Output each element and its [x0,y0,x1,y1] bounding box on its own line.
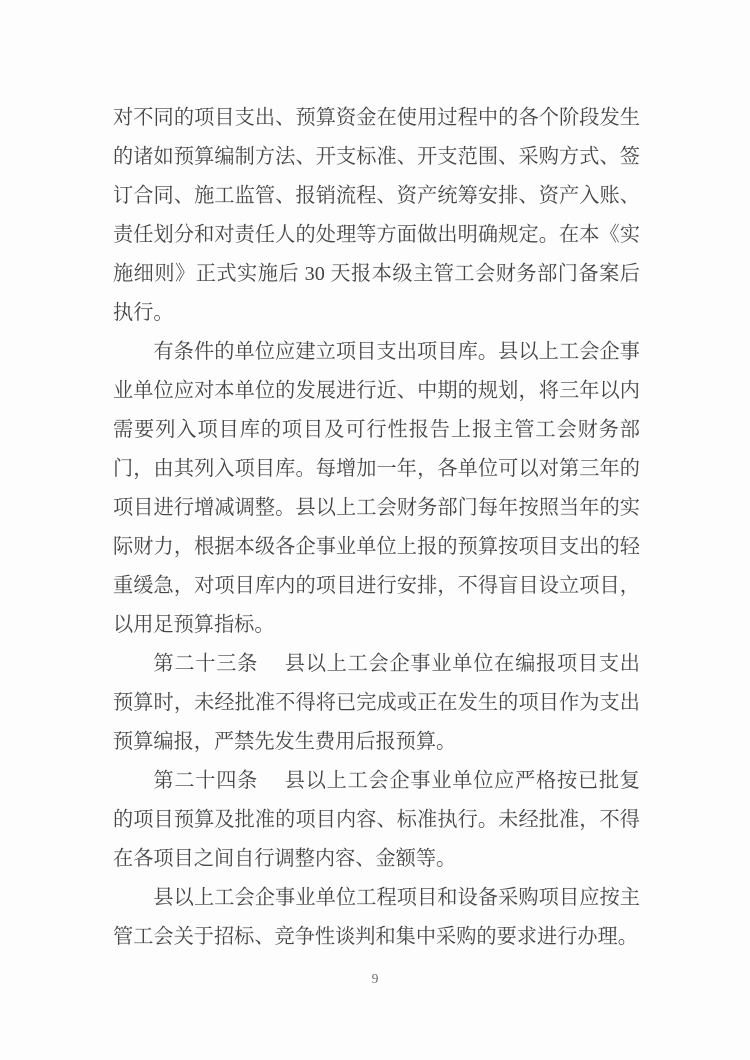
paragraph-article-23: 第二十三条 县以上工会企事业单位在编报项目支出预算时，未经批准不得将已完成或正在发生的项目作为支出预算编报，严禁先发生费用后报预算。 [113,653,640,753]
page-number: 9 [371,971,379,986]
paragraph-project-library: 有条件的单位应建立项目支出项目库。县以上工会企事业单位应对本单位的发展进行近、中期的规划，将三年以内需要列入项目库的项目及可行性报告上报主管工会财务部门，由其列入项目库。每增加一年，各单位可以对第三年的项目进行增减调整。县以上工会财务部门每年按照当年的实际财力，根据本级各企事业单位上报的预算按项目支出的轻重缓急，对项目库内的项目进行安排，不得盲目设立项目，以用足预算指标。 [113,341,640,636]
paragraph-article-24: 第二十四条 县以上工会企事业单位应严格按已批复的项目预算及批准的项目内容、标准执行。未经批准，不得在各项目之间自行调整内容、金额等。 [113,770,640,870]
document-body-text [113,99,640,957]
paragraph-procurement: 县以上工会企事业单位工程项目和设备采购项目应按主管工会关于招标、竞争性谈判和集中采购的要求进行办理。 [113,887,640,948]
paragraph-continuation: 对不同的项目支出、预算资金在使用过程中的各个阶段发生的诸如预算编制方法、开支标准、开支范围、采购方式、签订合同、施工监管、报销流程、资产统筹安排、资产入账、责任划分和对责任人的处理等方面做出明确规定。在本《实施细则》正式实施后 30 天报本级主管工会财务部门备案后执行。 [113,107,640,324]
